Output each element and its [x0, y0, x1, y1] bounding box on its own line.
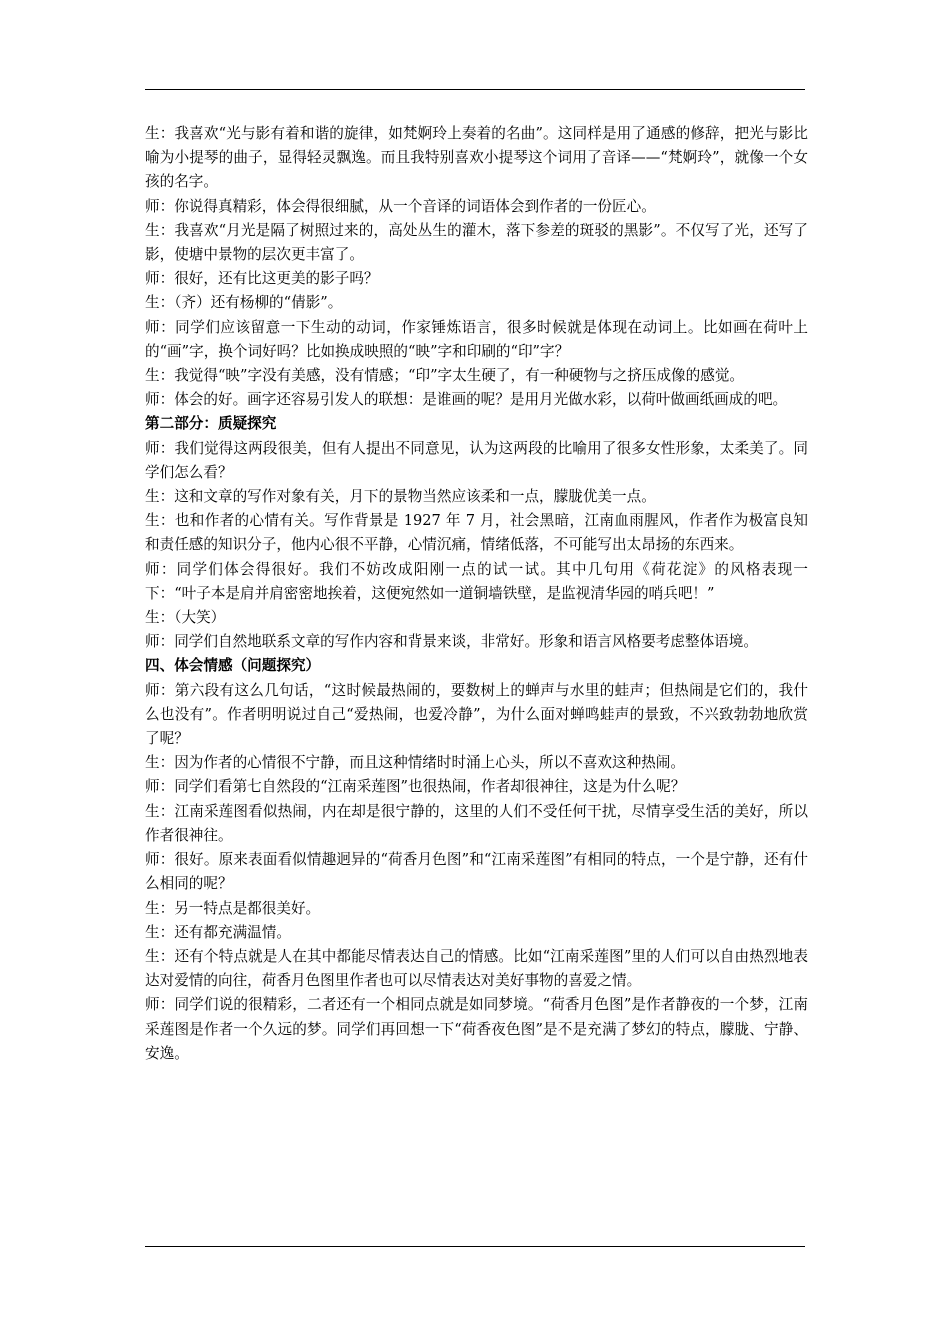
- paragraph: 师：第六段有这么几句话，“这时候最热闹的，要数树上的蝉声与水里的蛙声；但热闹是它们的，我什么也没有”。作者明明说过自己“爱热闹，也爱冷静”，为什么面对蝉鸣蛙声的景致，不兴致勃勃地欣赏了呢？: [145, 681, 808, 748]
- section-heading: 第二部分：质疑探究: [145, 415, 277, 433]
- paragraph: 生：还有都充满温情。: [145, 923, 291, 941]
- header-rule: [145, 89, 805, 90]
- paragraph: 师：同学们自然地联系文章的写作内容和背景来谈，非常好。形象和语言风格要考虑整体语境。: [145, 633, 758, 651]
- paragraph: 生：我觉得“映”字没有美感，没有情感；“印”字太生硬了，有一种硬物与之挤压成像的感觉。: [145, 367, 745, 385]
- paragraph: 师：你说得真精彩，体会得很细腻，从一个音译的词语体会到作者的一份匠心。: [145, 197, 656, 215]
- paragraph: 生：江南采莲图看似热闹，内在却是很宁静的，这里的人们不受任何干扰，尽情享受生活的美好，所以作者很神往。: [145, 802, 808, 844]
- paragraph: 生：这和文章的写作对象有关，月下的景物当然应该柔和一点，朦胧优美一点。: [145, 488, 656, 506]
- paragraph: 师：我们觉得这两段很美，但有人提出不同意见，认为这两段的比喻用了很多女性形象，太柔美了。同学们怎么看？: [145, 439, 808, 481]
- paragraph: 生：我喜欢“光与影有着和谐的旋律，如梵婀玲上奏着的名曲”。这同样是用了通感的修辞，把光与影比喻为小提琴的曲子，显得轻灵飘逸。而且我特别喜欢小提琴这个词用了音译——“梵婀玲”，就像一个女孩的名字。: [145, 125, 808, 191]
- paragraph: 师：很好。原来表面看似情趣迥异的“荷香月色图”和“江南采莲图”有相同的特点，一个是宁静，还有什么相同的呢？: [145, 851, 808, 893]
- paragraph: 生：（大笑）: [145, 609, 226, 627]
- paragraph: 师：很好，还有比这更美的影子吗？: [145, 270, 379, 288]
- paragraph: 师：同学们看第七自然段的“江南采莲图”也很热闹，作者却很神往，这是为什么呢？: [145, 778, 686, 796]
- paragraph: 生：我喜欢“月光是隔了树照过来的，高处丛生的灌木，落下参差的斑驳的黑影”。不仅写了光，还写了影，使塘中景物的层次更丰富了。: [145, 221, 808, 264]
- section-heading: 四、体会情感（问题探究）: [145, 657, 321, 675]
- paragraph: 生：因为作者的心情很不宁静，而且这种情绪时时涌上心头，所以不喜欢这种热闹。: [145, 754, 685, 772]
- paragraph: 师：同学们说的很精彩，二者还有一个相同点就是如同梦境。“荷香月色图”是作者静夜的一个梦，江南采莲图是作者一个久远的梦。同学们再回想一下“荷香夜色图”是不是充满了梦幻的特点，朦胧、宁静、安逸。: [145, 996, 808, 1062]
- paragraph: 师：同学们应该留意一下生动的动词，作家锤炼语言，很多时候就是体现在动词上。比如画在荷叶上的“画”字，换个词好吗？比如换成映照的“映”字和印刷的“印”字？: [145, 318, 808, 360]
- document-body: [145, 122, 808, 1066]
- footer-rule: [145, 1246, 805, 1247]
- paragraph: 生：（齐）还有杨柳的“倩影”。: [145, 294, 343, 312]
- paragraph: 生：也和作者的心情有关。写作背景是 1927 年 7 月，社会黑暗，江南血雨腥风，作者作为极富良知和责任感的知识分子，他内心很不平静，心情沉痛，情绪低落，不可能写出太昂扬的东西来。: [145, 512, 808, 554]
- paragraph: 师：体会的好。画字还容易引发人的联想：是谁画的呢？是用月光做水彩，以荷叶做画纸画成的吧。: [145, 391, 788, 409]
- paragraph: 师：同学们体会得很好。我们不妨改成阳刚一点的试一试。其中几句用《荷花淀》的风格表现一下：“叶子本是肩并肩密密地挨着，这便宛然如一道铜墙铁壁，是监视清华园的哨兵吧！”: [145, 560, 808, 602]
- paragraph: 生：另一特点是都很美好。: [145, 899, 321, 917]
- paragraph: 生：还有个特点就是人在其中都能尽情表达自己的情感。比如“江南采莲图”里的人们可以自由热烈地表达对爱情的向往，荷香月色图里作者也可以尽情表达对美好事物的喜爱之情。: [145, 947, 808, 990]
